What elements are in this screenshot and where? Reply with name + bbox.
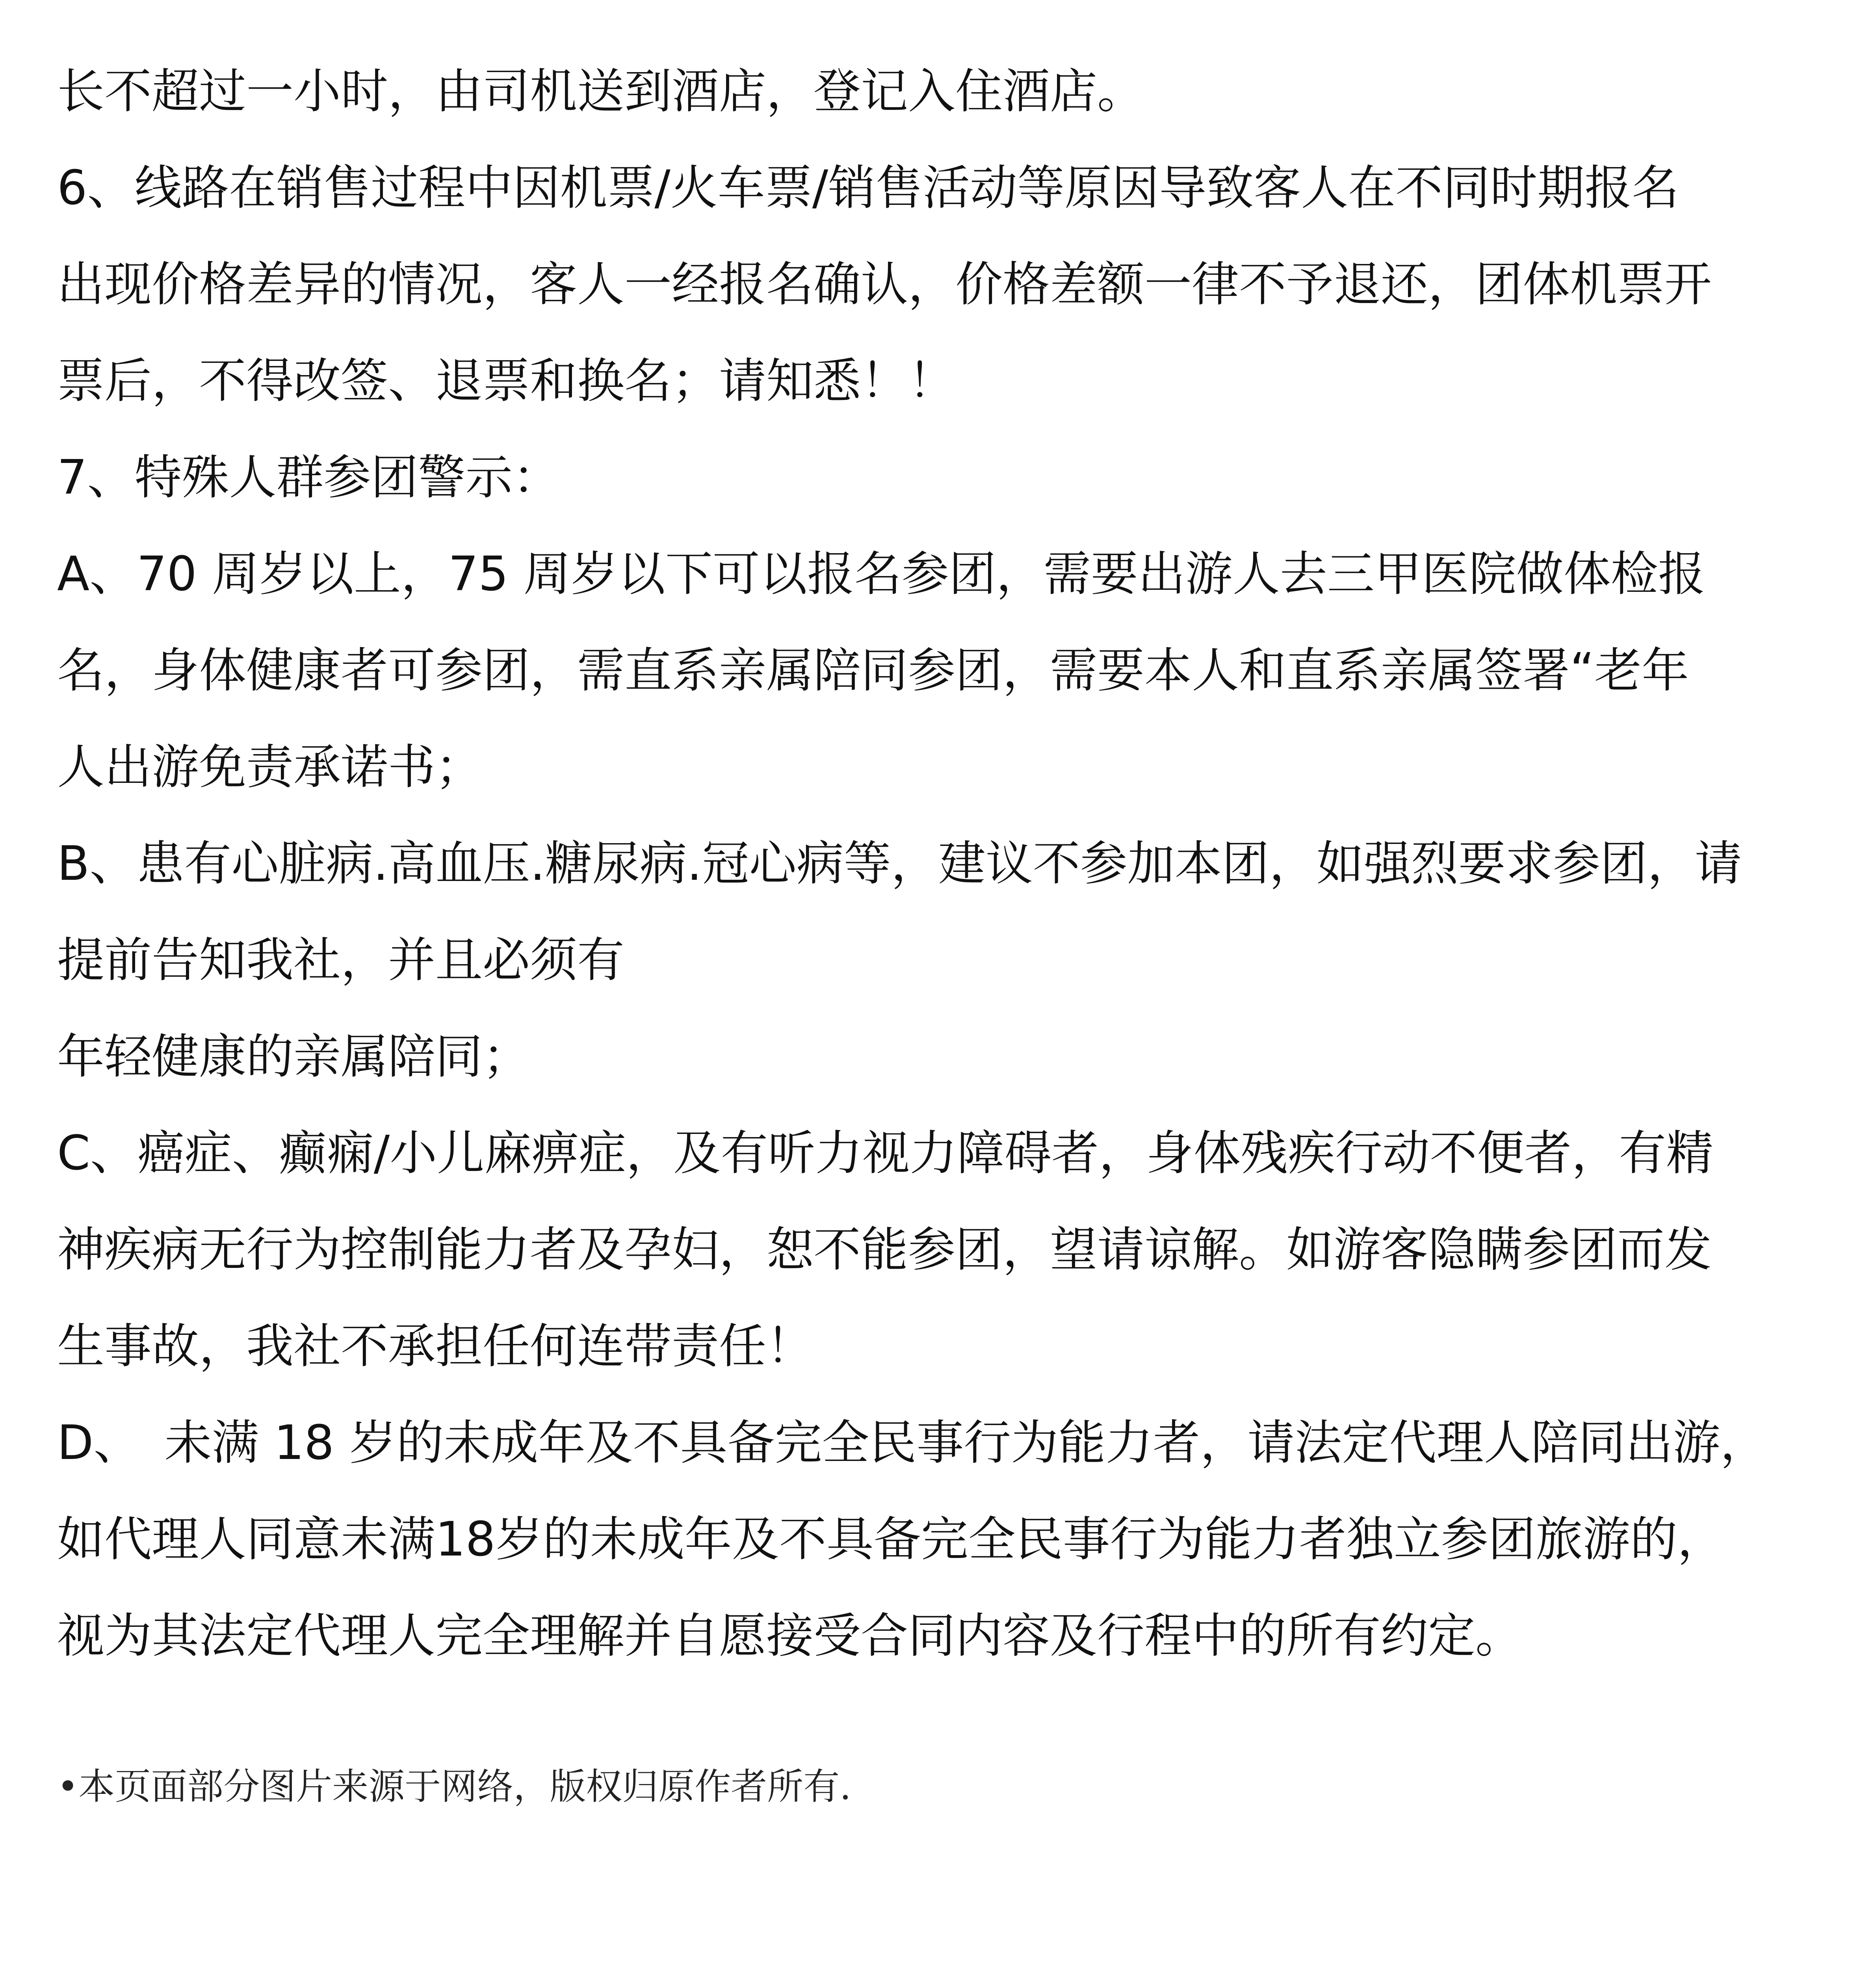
text-line: 出现价格差异的情况，客人一经报名确认，价格差额一律不予退还，团体机票开 xyxy=(57,257,1712,312)
item-d-line: D、 未满 18 岁的未成年及不具备完全民事行为能力者，请法定代理人陪同出游， xyxy=(57,1416,1768,1470)
copyright-footnote: •本页面部分图片来源于网络，版权归原作者所有. xyxy=(57,1766,851,1808)
item-b-line: B、患有心脏病.高血压.糖尿病.冠心病等，建议不参加本团，如强烈要求参团，请 xyxy=(57,836,1742,891)
text-line: 如代理人同意未满18岁的未成年及不具备完全民事行为能力者独立参团旅游的， xyxy=(57,1512,1725,1567)
text-line: 名，身体健康者可参团，需直系亲属陪同参团，需要本人和直系亲属签署“老年 xyxy=(57,643,1689,698)
text-line: 人出游免责承诺书； xyxy=(57,740,483,795)
text-line: 票后，不得改签、退票和换名；请知悉！！ xyxy=(57,354,955,409)
text-line: 神疾病无行为控制能力者及孕妇，恕不能参团，望请谅解。如游客隐瞒参团而发 xyxy=(57,1223,1712,1277)
item-c-line: C、癌症、癫痫/小儿麻痹症，及有听力视力障碍者，身体残疾行动不便者，有精 xyxy=(57,1126,1714,1181)
item-7-heading: 7、特殊人群参团警示： xyxy=(57,450,560,505)
text-line: 生事故，我社不承担任何连带责任！ xyxy=(57,1319,814,1374)
spacer xyxy=(57,1684,1830,1755)
item-6-line: 6、线路在销售过程中因机票/火车票/销售活动等原因导致客人在不同时期报名 xyxy=(57,161,1679,216)
text-line: 长不超过一小时，由司机送到酒店，登记入住酒店。 xyxy=(57,64,1144,119)
text-line: 年轻健康的亲属陪同； xyxy=(57,1030,530,1084)
item-a-line: A、70 周岁以上，75 周岁以下可以报名参团，需要出游人去三甲医院做体检报 xyxy=(57,547,1705,602)
text-line: 提前告知我社，并且必须有 xyxy=(57,933,624,988)
document-body xyxy=(57,43,1830,1818)
text-line: 视为其法定代理人完全理解并自愿接受合同内容及行程中的所有约定。 xyxy=(57,1609,1523,1663)
